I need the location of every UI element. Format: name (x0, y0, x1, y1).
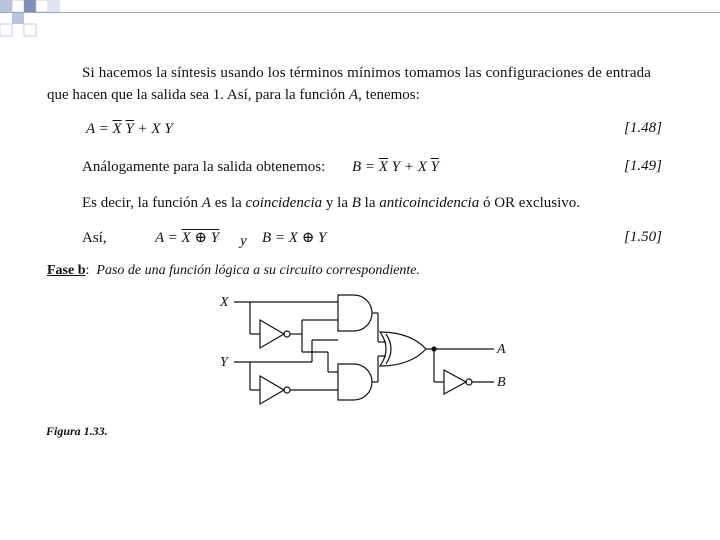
and-gate-1 (338, 295, 372, 331)
paragraph-1-line-1: Si hacemos la síntesis usando los términos mínimos tomamos las configuraciones de entrada (82, 65, 652, 81)
label-a: A (497, 342, 506, 357)
equation-1-49: $B = \overline{X}$ Y + X $\overline{Y}$ (352, 159, 439, 175)
not-gate-y (260, 376, 284, 404)
or-gate (380, 332, 426, 366)
decorative-corner-squares (0, 0, 300, 44)
not-gate-output (444, 370, 466, 394)
paragraph-2: Es decir, la función A es la coincidencia y la B la anticoincidencia ó OR exclusivo. (82, 195, 581, 211)
equation-ref-1-49: [1.49] (624, 158, 662, 174)
paragraph-analogamente: Análogamente para la salida obtenemos: (82, 159, 326, 175)
figure-caption: Figura 1.33. (46, 424, 108, 438)
asi-label: Así, (82, 230, 107, 246)
fase-b-heading: Fase b: Paso de una función lógica a su circuito correspondiente. (47, 263, 421, 278)
equation-1-48: $A = \overline{X}$ $\overline{Y} + X$ Y (86, 121, 173, 137)
logic-circuit-diagram (216, 290, 516, 418)
header-rule (0, 12, 720, 13)
and-gate-2 (338, 364, 372, 400)
equation-1-50-b: B = X ⊕ Y (262, 230, 327, 246)
equation-1-50-a: A = X ⊕ Y (155, 230, 220, 246)
equation-ref-1-48: [1.48] (624, 120, 662, 136)
label-y: Y (220, 355, 228, 370)
label-x: X (220, 295, 229, 310)
equation-1-50-y: y (240, 233, 247, 249)
not-gate-x (260, 320, 284, 348)
paragraph-1-line-2: que hacen que la salida sea 1. Así, para la función A, tenemos: (47, 87, 420, 103)
label-b: B (497, 375, 506, 390)
equation-ref-1-50: [1.50] (624, 229, 662, 245)
